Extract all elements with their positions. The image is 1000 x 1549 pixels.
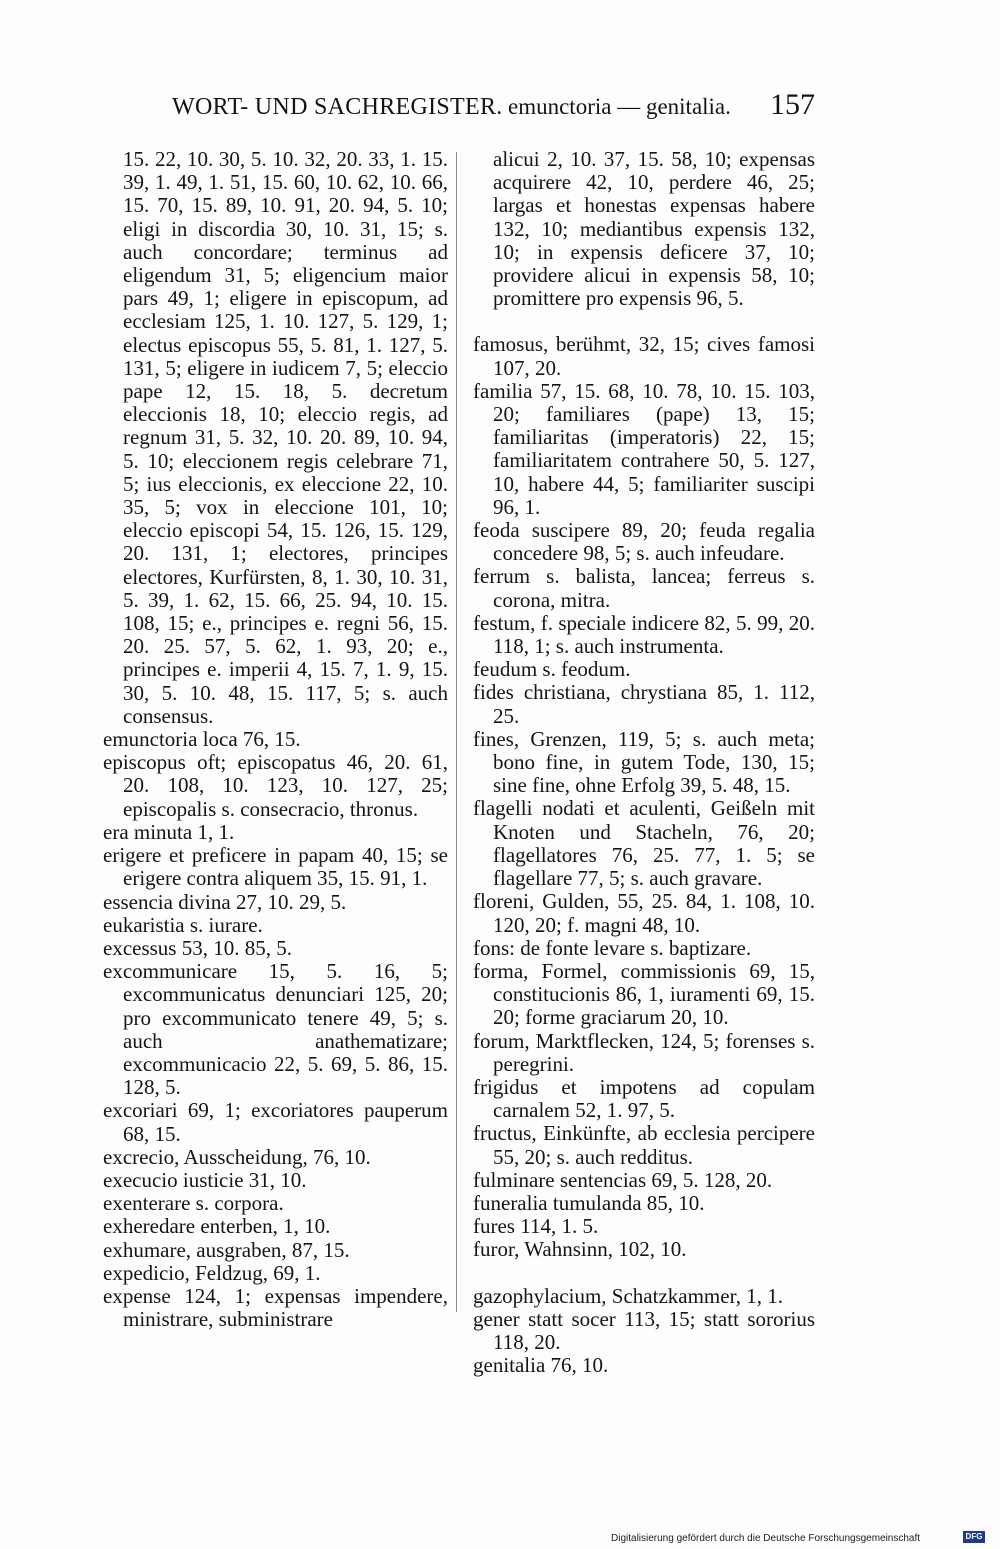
index-entry: funeralia tumulanda 85, 10. <box>473 1190 705 1215</box>
index-entry: gazophylacium, Schatzkammer, 1, 1. <box>473 1283 783 1308</box>
scan-artifact <box>18 60 98 80</box>
index-entry: alicui 2, 10. 37, 15. 58, 10; expensas acquirere 42, 10, perdere 46, 25; largas et honestas expensas habere 132, 10; mediantibus expensis 132, 10; in expensis deficere 37, 10; providere alicui in expensis 58, 10; promittere pro expensis 96, 5. <box>493 147 815 311</box>
index-entry: feoda suscipere 89, 20; feuda regalia concedere 98, 5; s. auch infeudare. <box>473 518 815 566</box>
index-entry: flagelli nodati et aculenti, Geißeln mit Knoten und Stacheln, 76, 20; flagellatores 76, 25. 77, 1. 5; se flagellare 77, 5; s. auch gravare. <box>473 796 815 891</box>
index-entry: essencia divina 27, 10. 29, 5. <box>103 889 347 914</box>
index-entry: excrecio, Ausscheidung, 76, 10. <box>103 1144 371 1169</box>
index-entry: eukaristia s. iurare. <box>103 912 263 937</box>
index-entry: feudum s. feodum. <box>473 657 631 682</box>
index-entry: famosus, berühmt, 32, 15; cives famosi 107, 20. <box>473 332 815 380</box>
running-header <box>0 88 1000 128</box>
index-entry: excoriari 69, 1; excoriatores pauperum 68, 15. <box>103 1098 448 1146</box>
index-entry: gener statt socer 113, 15; statt sororius 118, 20. <box>473 1306 815 1354</box>
index-entry: erigere et preficere in papam 40, 15; se erigere contra aliquem 35, 15. 91, 1. <box>103 843 448 891</box>
index-entry: forma, Formel, commissionis 69, 15, constitucionis 86, 1, iuramenti 69, 15. 20; forme graciarum 20, 10. <box>473 958 815 1030</box>
index-entry: fines, Grenzen, 119, 5; s. auch meta; bono fine, in gutem Tode, 130, 15; sine fine, ohne Erfolg 39, 5. 48, 15. <box>473 726 815 798</box>
index-entry: fons: de fonte levare s. baptizare. <box>473 935 752 960</box>
index-entry: fures 114, 1. 5. <box>473 1214 599 1239</box>
index-entry: floreni, Gulden, 55, 25. 84, 1. 108, 10. 120, 20; f. magni 48, 10. <box>473 889 815 937</box>
index-entry: expense 124, 1; expensas impendere, ministrare, subministrare <box>103 1283 448 1332</box>
index-entry: exhumare, ausgraben, 87, 15. <box>103 1237 350 1262</box>
index-entry: furor, Wahnsinn, 102, 10. <box>473 1237 687 1262</box>
index-entry: forum, Marktflecken, 124, 5; forenses s. peregrini. <box>473 1028 815 1076</box>
index-entry: frigidus et impotens ad copulam carnalem 52, 1. 97, 5. <box>473 1074 815 1123</box>
index-entry: expedicio, Feldzug, 69, 1. <box>103 1260 321 1285</box>
index-entry: ferrum s. balista, lancea; ferreus s. corona, mitra. <box>473 564 815 612</box>
section-gap <box>473 1262 815 1285</box>
index-entry: emunctoria loca 76, 15. <box>103 727 301 752</box>
index-entry: fides christiana, chrystiana 85, 1. 112, 25. <box>473 680 815 728</box>
index-column-right <box>473 148 815 1377</box>
index-entry: excommunicare 15, 5. 16, 5; excommunicatus denunciari 125, 20; pro excommunicato tenere 49, 5; s. auch anathematizare; excommunicacio 22, 5. 69, 5. 86, 15. 128, 5. <box>103 959 448 1100</box>
running-title: WORT- UND SACHREGISTER. <box>172 94 503 120</box>
index-entry: genitalia 76, 10. <box>473 1353 609 1378</box>
index-column-left <box>103 148 448 1331</box>
index-entry: fructus, Einkünfte, ab ecclesia percipere 55, 20; s. auch redditus. <box>473 1121 815 1169</box>
index-entry: fulminare sentencias 69, 5. 128, 20. <box>473 1167 773 1192</box>
index-entry: excessus 53, 10. 85, 5. <box>103 935 292 960</box>
index-entry: exheredare enterben, 1, 10. <box>103 1214 331 1239</box>
page-number: 157 <box>770 88 815 121</box>
index-entry: familia 57, 15. 68, 10. 78, 10. 15. 103, 20; familiares (pape) 13, 15; familiaritas (imperatoris) 22, 15; familiaritatem contrahere 50, 5. 127, 10, habere 44, 5; familiariter suscipi 96, 1. <box>473 378 815 519</box>
dfg-logo: DFG <box>963 1531 985 1543</box>
index-entry: festum, f. speciale indicere 82, 5. 99, 20. 118, 1; s. auch instrumenta. <box>473 610 815 659</box>
section-gap <box>473 310 815 333</box>
column-divider <box>456 152 457 1312</box>
index-entry: episcopus oft; episcopatus 46, 20. 61, 20. 108, 10. 123, 10. 127, 25; episcopalis s. consecracio, thronus. <box>103 750 448 821</box>
index-entry: era minuta 1, 1. <box>103 819 235 844</box>
page-range: emunctoria — genitalia. <box>508 94 731 119</box>
digitization-credit: Digitalisierung gefördert durch die Deutsche Forschungsgemeinschaft <box>611 1533 921 1544</box>
index-entry: 15. 22, 10. 30, 5. 10. 32, 20. 33, 1. 15. 39, 1. 49, 1. 51, 15. 60, 10. 62, 10. 66, 15. 70, 15. 89, 10. 91, 20. 94, 5. 10; eligi in discordia 30, 10. 31, 15; s. auch concordare; terminus ad eligendum 31, 5; eligencium maior pars 49, 1; eligere in episcopum, ad ecclesiam 125, 1. 10. 127, 5. 129, 1; electus episcopus 55, 5. 81, 1. 127, 5. 131, 5; eligere in iudicem 7, 5; eleccio pape 12, 15. 18, 5. decretum eleccionis 18, 10; eleccio regis, ad regnum 31, 5. 32, 10. 20. 89, 10. 94, 5. 10; eleccionem regis celebrare 71, 5; ius eleccionis, ex eleccione 22, 10. 35, 5; vox in eleccione 101, 10; eleccio episcopi 54, 15. 126, 15. 129, 20. 131, 1; electores, principes electores, Kurfürsten, 8, 1. 30, 10. 31, 5. 39, 1. 62, 15. 66, 25. 94, 10. 15. 108, 15; e., principes e. regni 56, 15. 20. 25. 57, 5. 62, 1. 93, 20; e., principes e. imperii 4, 15. 7, 1. 9, 15. 30, 5. 10. 48, 15. 117, 5; s. auch consensus. <box>123 147 448 728</box>
index-entry: execucio iusticie 31, 10. <box>103 1167 307 1192</box>
index-entry: exenterare s. corpora. <box>103 1191 284 1216</box>
